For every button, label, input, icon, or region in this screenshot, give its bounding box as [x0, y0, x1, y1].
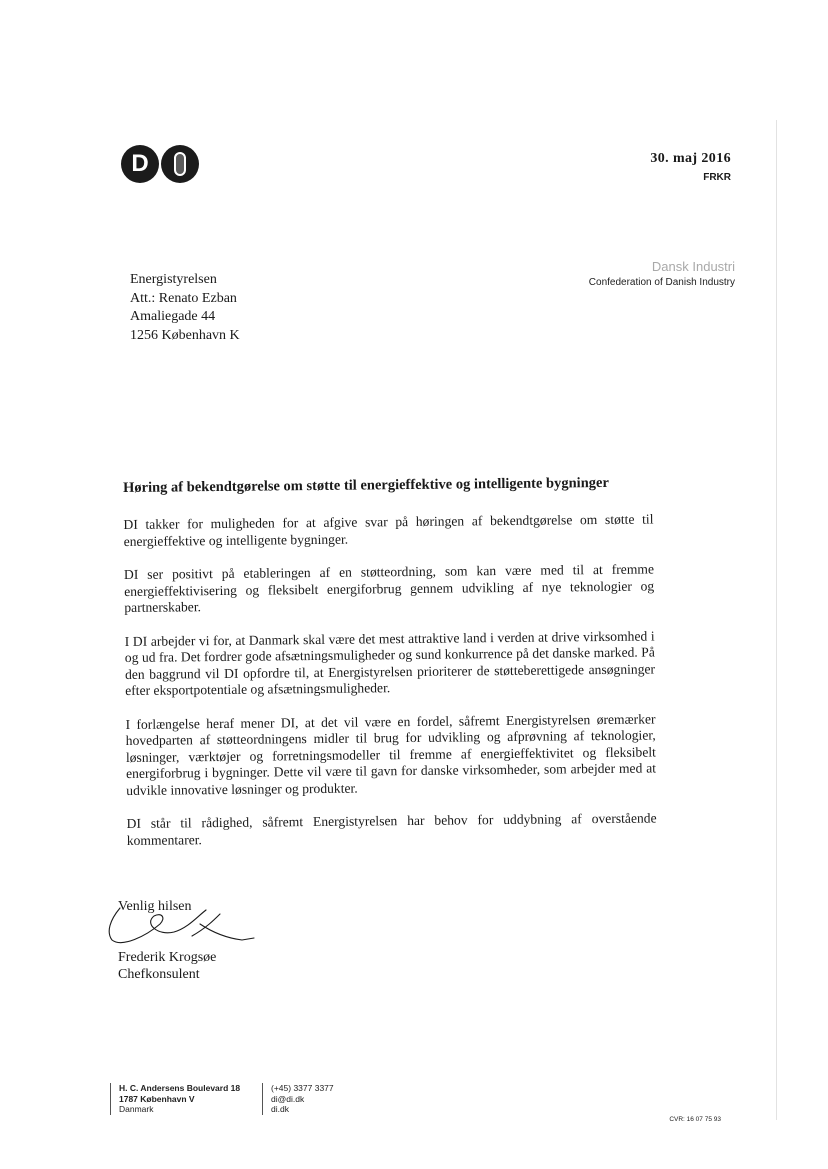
recipient-line: Energistyrelsen: [130, 272, 217, 287]
footer-website: di.dk: [271, 1104, 289, 1114]
handwritten-signature: [102, 902, 262, 952]
cvr-number: CVR: 16 07 75 93: [669, 1116, 721, 1123]
recipient-address: [130, 271, 240, 345]
letter-body: [123, 474, 657, 866]
signer-name: Frederik Krogsøe: [118, 950, 217, 965]
letter-subject: Høring af bekendtgørelse om støtte til energieffektive og intelligente bygninger: [123, 474, 609, 496]
footer-contact: [262, 1083, 334, 1115]
recipient-line: Att.: Renato Ezban: [130, 290, 237, 306]
sender-initials: FRKR: [703, 172, 731, 183]
body-paragraph: DI står til rådighed, såfremt Energistyrelsen har behov for uddybning af overstående kommentarer.: [126, 810, 657, 848]
recipient-line: 1256 København K: [130, 327, 240, 343]
logo-letter-d: D: [121, 145, 159, 183]
closing-greeting: Venlig hilsen: [118, 899, 192, 914]
letter-date: 30. maj 2016: [650, 151, 731, 166]
footer-email: di@di.dk: [271, 1093, 305, 1104]
footer-line: Danmark: [119, 1104, 154, 1114]
body-paragraph: DI ser positivt på etableringen af en støtteordning, som kan være med til at fremme energieffektivisering og fleksibelt energiforbrug gennem udvikling af nye teknologier og partnerskaber.: [123, 561, 655, 615]
footer-line: 1787 København V: [119, 1093, 195, 1104]
logo-i-bar: [174, 152, 186, 176]
body-paragraph: DI takker for muligheden for at afgive svar på høringen af bekendtgørelse om støtte til energieffektive og intelligente bygninger.: [123, 511, 654, 549]
body-paragraph: I forlængelse heraf mener DI, at det vil være en fordel, såfremt Energistyrelsen øremærker hovedparten af støtteordningens midler til brug for udvikling og afprøvning af teknologier, løsninger, værktøjer og forretningsmodeller til fremme af energieffektivitet og fleksibelt energiforbrug i bygninger. Dette vil være til gavn for danske virksomheder, som arbejder med at udvikle innovative løsninger og produkter.: [125, 710, 657, 798]
signer-title: Chefkonsulent: [118, 967, 200, 982]
scan-edge-line: [776, 120, 777, 1120]
organization-tagline: Confederation of Danish Industry: [588, 277, 735, 288]
di-logo: [121, 145, 201, 185]
recipient-line: Amaliegade 44: [130, 309, 216, 324]
footer-line: H. C. Andersens Boulevard 18: [119, 1083, 241, 1093]
organization-name: Dansk Industri: [651, 259, 735, 274]
footer-address: [110, 1083, 240, 1115]
logo-letter-i: [161, 145, 199, 183]
footer-phone: (+45) 3377 3377: [271, 1083, 334, 1093]
body-paragraph: I DI arbejder vi for, at Danmark skal være det mest attraktive land i verden at drive virksomhed i og ud fra. Det fordrer gode afsætningsmuligheder og sund konkurrence på det danske marked. På den baggrund vil DI opfordre til, at Energistyrelsen prioriterer de støtteberettigede ansøgninger efter eksportpotentiale og afsætningsmuligheder.: [124, 627, 656, 698]
